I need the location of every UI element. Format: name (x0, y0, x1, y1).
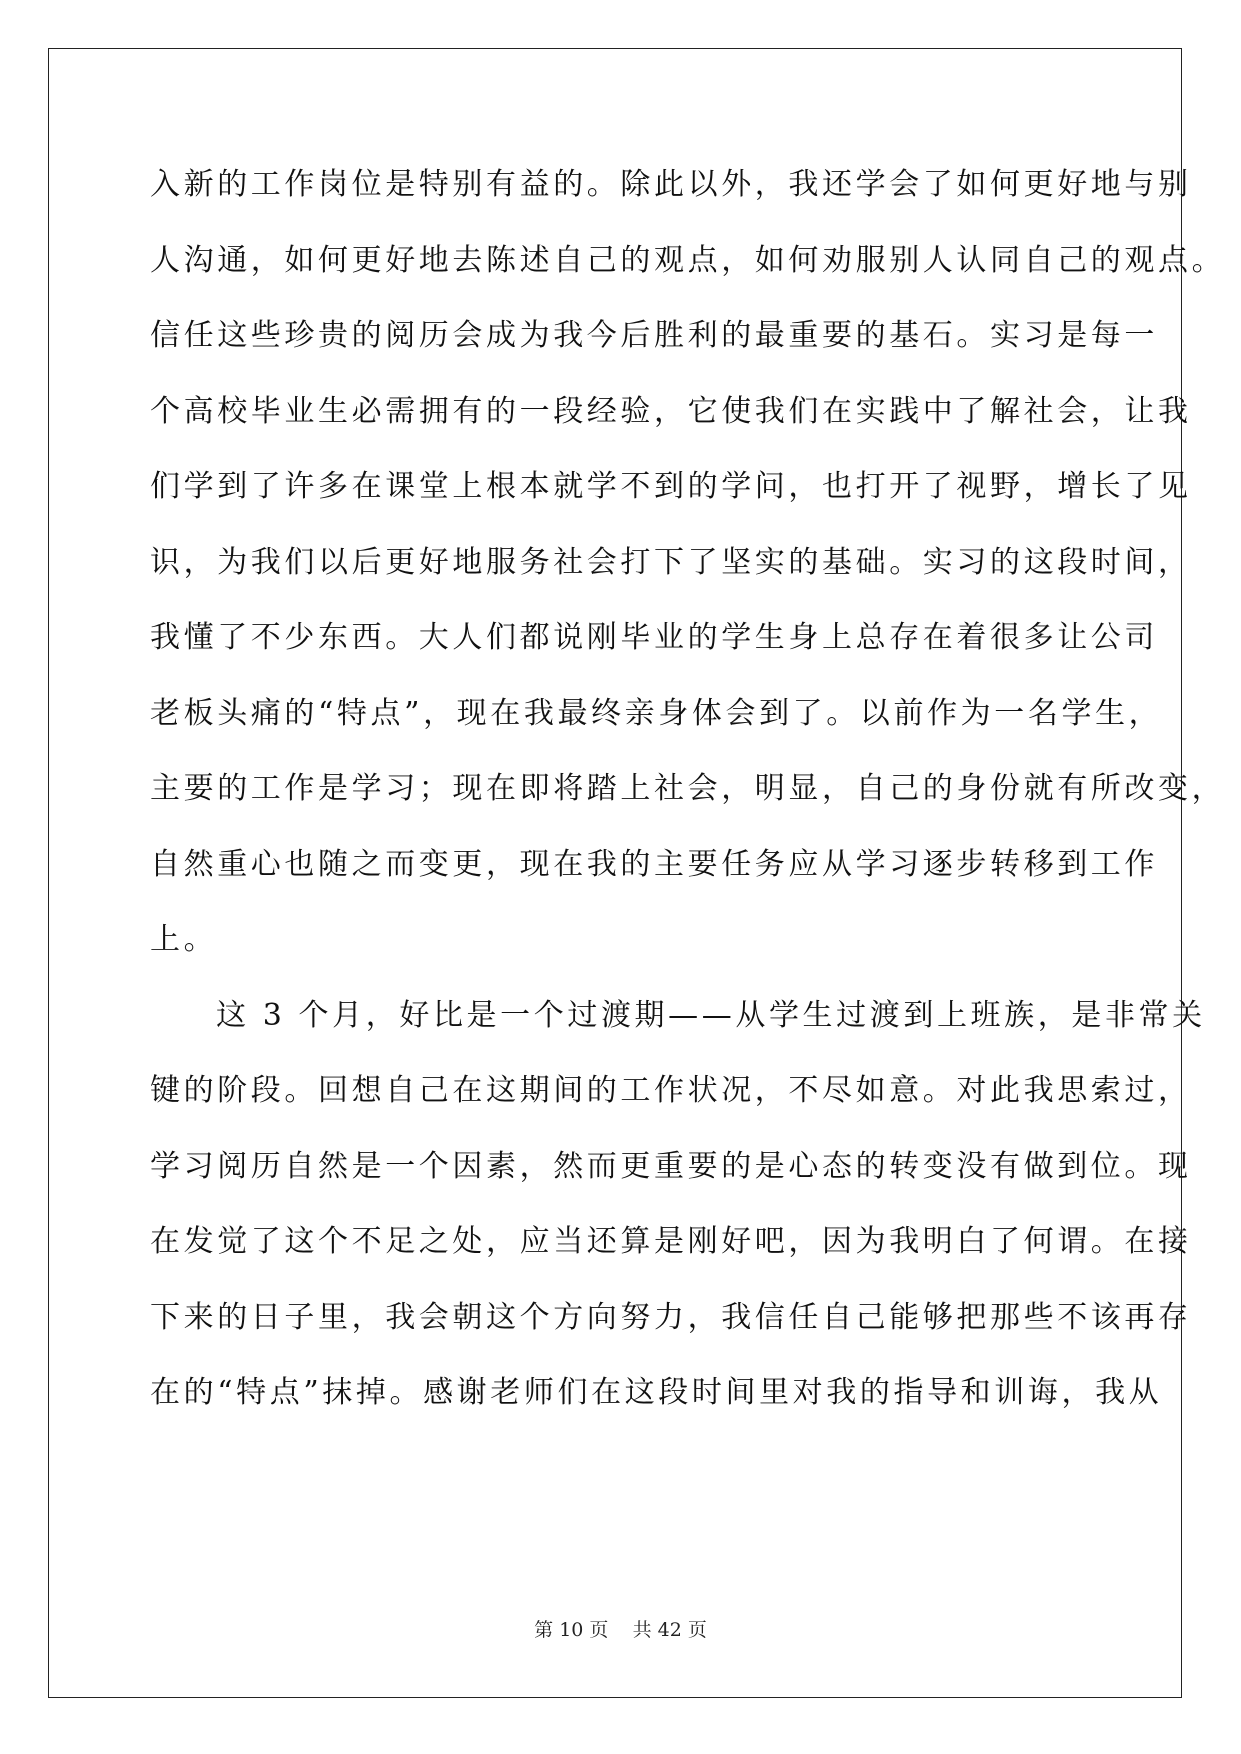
paragraph-start-line: 这 3 个月，好比是一个过渡期——从学生过渡到上班族，是非常关 (216, 997, 1206, 1033)
text-line: 上。 (150, 922, 218, 957)
text-line: 信任这些珍贵的阅历会成为我今后胜利的最重要的基石。实习是每一 (150, 318, 1158, 353)
text-line: 个高校毕业生必需拥有的一段经验，它使我们在实践中了解社会，让我 (150, 393, 1192, 429)
text-line: 键的阶段。回想自己在这期间的工作状况，不尽如意。对此我思索过， (150, 1073, 1192, 1108)
page-footer (0, 1618, 1241, 1642)
text-line: 入新的工作岗位是特别有益的。除此以外，我还学会了如何更好地与别 (150, 167, 1192, 202)
text-line: 在发觉了这个不足之处，应当还算是刚好吧，因为我明白了何谓。在接 (150, 1224, 1192, 1259)
document-body (150, 163, 1226, 1447)
text-line: 主要的工作是学习；现在即将踏上社会，明显，自己的身份就有所改变， (150, 771, 1226, 806)
text-line: 们学到了许多在课堂上根本就学不到的学问，也打开了视野，增长了见 (150, 469, 1192, 504)
text-line: 学习阅历自然是一个因素，然而更重要的是心态的转变没有做到位。现 (150, 1148, 1192, 1184)
text-line: 下来的日子里，我会朝这个方向努力，我信任自己能够把那些不该再存 (150, 1299, 1192, 1335)
text-line: 老板头痛的“特点”，现在我最终亲身体会到了。以前作为一名学生， (150, 695, 1163, 731)
text-line: 我懂了不少东西。大人们都说刚毕业的学生身上总存在着很多让公司 (150, 620, 1158, 655)
text-line: 自然重心也随之而变更，现在我的主要任务应从学习逐步转移到工作 (150, 846, 1158, 882)
text-line: 在的“特点”抹掉。感谢老师们在这段时间里对我的指导和训诲，我从 (150, 1375, 1163, 1410)
page-number: 第 10 页 共 42 页 (534, 1619, 707, 1641)
text-line: 人沟通，如何更好地去陈述自己的观点，如何劝服别人认同自己的观点。 (150, 242, 1226, 278)
text-line: 识，为我们以后更好地服务社会打下了坚实的基础。实习的这段时间， (150, 544, 1192, 580)
